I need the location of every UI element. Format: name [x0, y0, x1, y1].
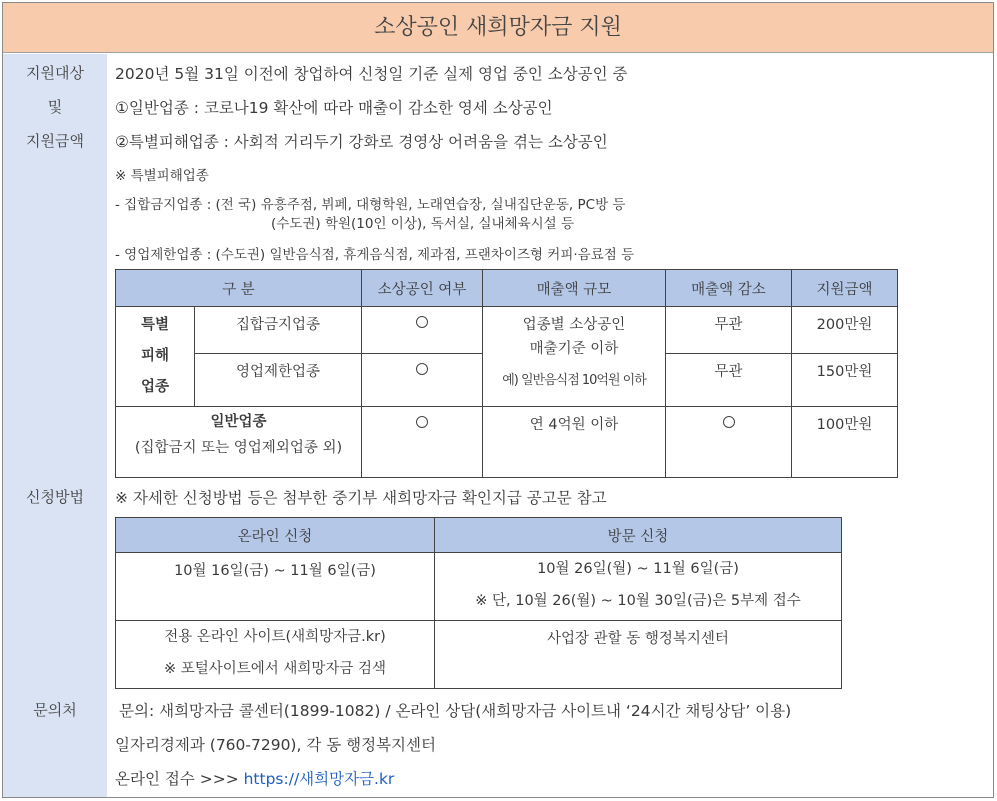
- online-period: 10월 16일(금) ~ 11월 6일(금): [116, 553, 435, 621]
- visit-place: 사업장 관할 동 행정복지센터: [435, 621, 842, 689]
- general-category-cell: [116, 407, 362, 478]
- apply-table: [115, 517, 842, 689]
- general-label-1: 일반업종: [210, 414, 267, 430]
- support-table-header: [116, 270, 898, 307]
- special-label-1: 특별: [140, 317, 169, 333]
- circle-mark: [416, 416, 428, 428]
- notice-frame: [2, 2, 994, 798]
- general-amount-cell: 100만원: [792, 407, 898, 478]
- row-type-gather: 집합금지업종: [195, 307, 362, 354]
- label-apply: 신청방법: [26, 488, 84, 506]
- contact-line-1: 문의: 새희망자금 콜센터(1899-1082) / 온라인 상담(새희망자금 사이트내 ‘24시간 채팅상담’ 이용): [119, 702, 792, 720]
- header-online: 온라인 신청: [116, 518, 435, 553]
- special-label-3: 업종: [140, 379, 169, 395]
- header-sales-decline: 매출액 감소: [666, 270, 792, 307]
- general-sales-cell: 연 4억원 이하: [483, 407, 666, 478]
- special-sales-2: 매출기준 이하: [529, 341, 619, 357]
- label-target: 지원대상: [26, 64, 84, 82]
- online-search: ※ 포털사이트에서 새희망자금 검색: [163, 661, 387, 677]
- header-sales-size: 매출액 규모: [483, 270, 666, 307]
- circle-mark: [416, 316, 428, 328]
- label-amount: 지원금액: [26, 132, 84, 150]
- online-site: 전용 온라인 사이트(새희망자금.kr): [164, 629, 386, 645]
- row-decline-restrict: 무관: [666, 354, 792, 407]
- apply-table-header: [116, 518, 842, 553]
- circle-mark: [416, 363, 428, 375]
- row-decline-gather: 무관: [666, 307, 792, 354]
- contact-online-prefix: 온라인 접수 >>>: [115, 770, 244, 788]
- special-category-cell: [116, 307, 195, 407]
- contact-line-2: 일자리경제과 (760-7290), 각 동 행정복지센터: [115, 736, 436, 754]
- table-row: [116, 553, 842, 621]
- row-type-restrict: 영업제한업종: [195, 354, 362, 407]
- special-sales-cell: [483, 307, 666, 407]
- row-amount-gather: 200만원: [792, 307, 898, 354]
- header-visit: 방문 신청: [435, 518, 842, 553]
- row-small-business-restrict: [362, 354, 483, 407]
- contact-line-3: [115, 767, 394, 789]
- table-row: [116, 621, 842, 689]
- header-amount: 지원금액: [792, 270, 898, 307]
- row-small-business-general: [362, 407, 483, 478]
- online-site-cell: [116, 621, 435, 689]
- visit-period: 10월 26일(월) ~ 11월 6일(금): [537, 561, 739, 577]
- row-decline-general: [666, 407, 792, 478]
- online-apply-link[interactable]: https://새희망자금.kr: [243, 770, 395, 788]
- apply-note: ※ 자세한 신청방법 등은 첨부한 중기부 새희망자금 확인지급 공고문 참고: [115, 489, 607, 507]
- target-line-1: 2020년 5월 31일 이전에 창업하여 신청일 기준 실제 영업 중인 소상공인 중: [115, 65, 628, 83]
- general-label-2: (집합금지 또는 영업제외업종 외): [134, 440, 343, 456]
- special-note-restrict: - 영업제한업종 : (수도권) 일반음식점, 휴게음식점, 제과점, 프랜차이즈형 커피·음료점 등: [115, 247, 635, 263]
- content-area: [107, 54, 993, 797]
- row-small-business-gather: [362, 307, 483, 354]
- circle-mark: [723, 416, 735, 428]
- label-and: 및: [47, 98, 63, 116]
- special-sales-1: 업종별 소상공인: [522, 317, 626, 333]
- target-line-2: ①일반업종 : 코로나19 확산에 따라 매출이 감소한 영세 소상공인: [115, 99, 553, 117]
- header-category: 구 분: [116, 270, 362, 307]
- table-row: [116, 307, 898, 354]
- special-sales-3: 예) 일반음식점 10억원 이하: [502, 373, 646, 388]
- table-row: [116, 407, 898, 478]
- page-title: 소상공인 새희망자금 지원: [3, 3, 993, 53]
- header-small-business: 소상공인 여부: [362, 270, 483, 307]
- row-amount-restrict: 150만원: [792, 354, 898, 407]
- special-note-gather: - 집합금지업종 : (전 국) 유흥주점, 뷔페, 대형학원, 노래연습장, 실내집단운동, PC방 등: [115, 197, 626, 213]
- label-contact: 문의처: [33, 701, 77, 719]
- sidebar-labels: [3, 54, 107, 797]
- special-note-title: ※ 특별피해업종: [115, 168, 209, 184]
- support-table: [115, 269, 898, 478]
- special-label-2: 피해: [140, 348, 169, 364]
- special-note-gather-2: (수도권) 학원(10인 이상), 독서실, 실내체육시설 등: [271, 216, 575, 232]
- visit-note: ※ 단, 10월 26(월) ~ 10월 30일(금)은 5부제 접수: [475, 593, 801, 609]
- target-line-3: ②특별피해업종 : 사회적 거리두기 강화로 경영상 어려움을 겪는 소상공인: [115, 133, 608, 151]
- visit-period-cell: [435, 553, 842, 621]
